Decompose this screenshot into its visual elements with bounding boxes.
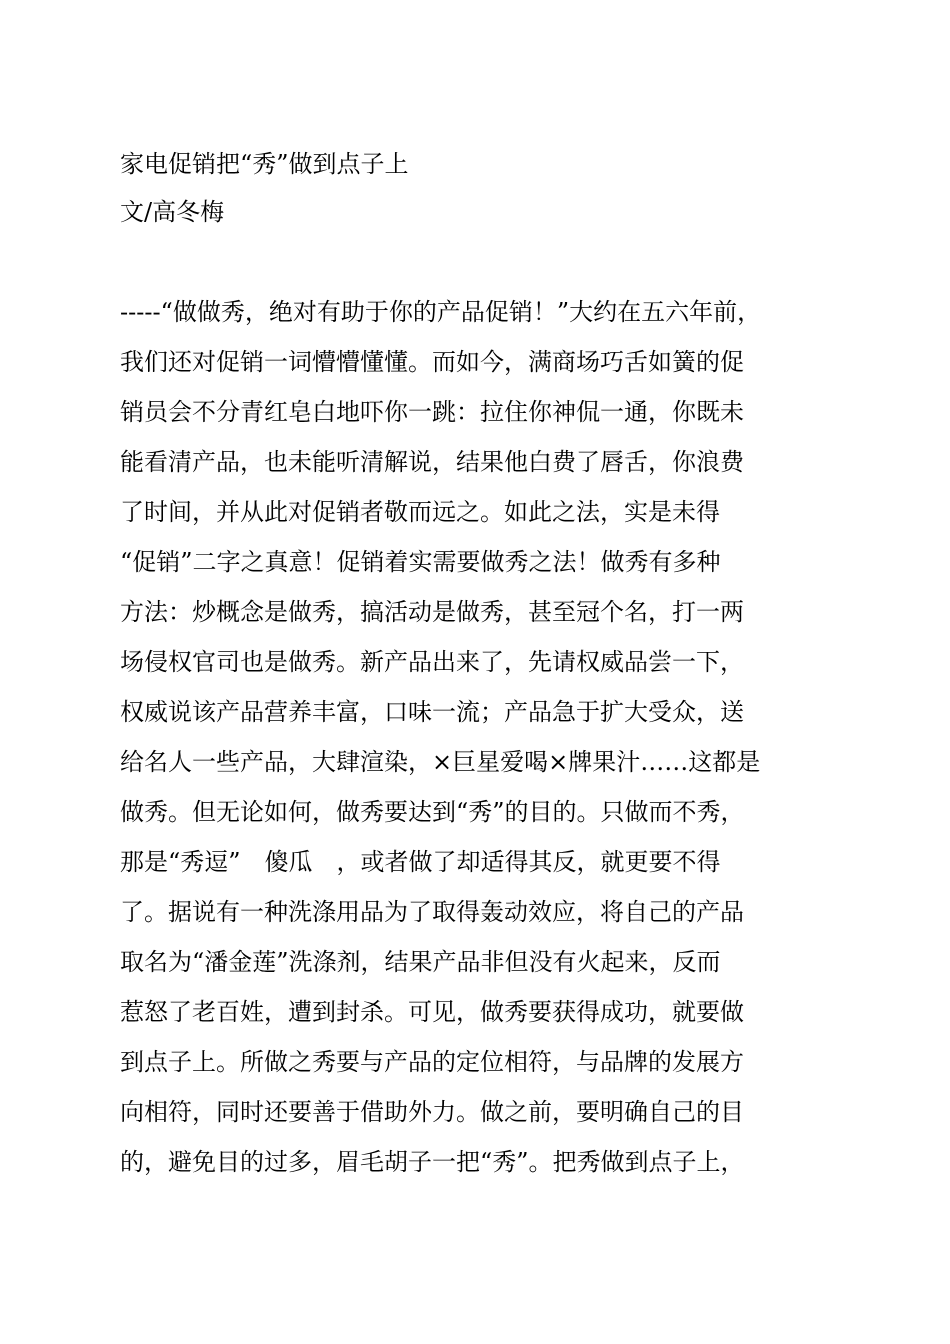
- body-line: 向相符，同时还要善于借助外力。做之前，要明确自己的目: [120, 1098, 744, 1126]
- body-line: 做秀。但无论如何，做秀要达到“秀”的目的。只做而不秀，: [120, 798, 745, 826]
- article-byline: 文/高冬梅: [120, 198, 225, 226]
- body-line: 给名人一些产品，大肆渲染，×巨星爱喝×牌果汁……这都是: [120, 748, 761, 776]
- body-line: 惹怒了老百姓，遭到封杀。可见，做秀要获得成功，就要做: [120, 998, 744, 1026]
- body-line: 场侵权官司也是做秀。新产品出来了，先请权威品尝一下，: [120, 648, 744, 676]
- body-line: 我们还对促销一词懵懵懂懂。而如今，满商场巧舌如簧的促: [120, 348, 744, 376]
- article-title: 家电促销把“秀”做到点子上: [120, 150, 409, 178]
- body-line: 能看清产品，也未能听清解说，结果他白费了唇舌，你浪费: [120, 448, 744, 476]
- article-body: [120, 292, 835, 1192]
- body-line: 到点子上。所做之秀要与产品的定位相符，与品牌的发展方: [120, 1048, 744, 1076]
- body-line: 那是“秀逗” 傻瓜 ，或者做了却适得其反，就更要不得: [120, 848, 721, 876]
- body-line: 了时间，并从此对促销者敬而远之。如此之法，实是未得: [120, 498, 720, 526]
- body-line: 权威说该产品营养丰富，口味一流；产品急于扩大受众，送: [120, 698, 744, 726]
- body-line: 取名为“潘金莲”洗涤剂，结果产品非但没有火起来，反而: [120, 948, 721, 976]
- body-line: 销员会不分青红皂白地吓你一跳：拉住你神侃一通，你既未: [120, 398, 744, 426]
- body-line: 的，避免目的过多，眉毛胡子一把“秀”。把秀做到点子上，: [120, 1148, 745, 1176]
- body-line: 方法：炒概念是做秀，搞活动是做秀，甚至冠个名，打一两: [120, 598, 744, 626]
- body-line: “促销”二字之真意！促销着实需要做秀之法！做秀有多种: [120, 548, 721, 576]
- body-line: -----“做做秀，绝对有助于你的产品促销！”大约在五六年前，: [120, 298, 762, 326]
- body-line: 了。据说有一种洗涤用品为了取得轰动效应，将自己的产品: [120, 898, 744, 926]
